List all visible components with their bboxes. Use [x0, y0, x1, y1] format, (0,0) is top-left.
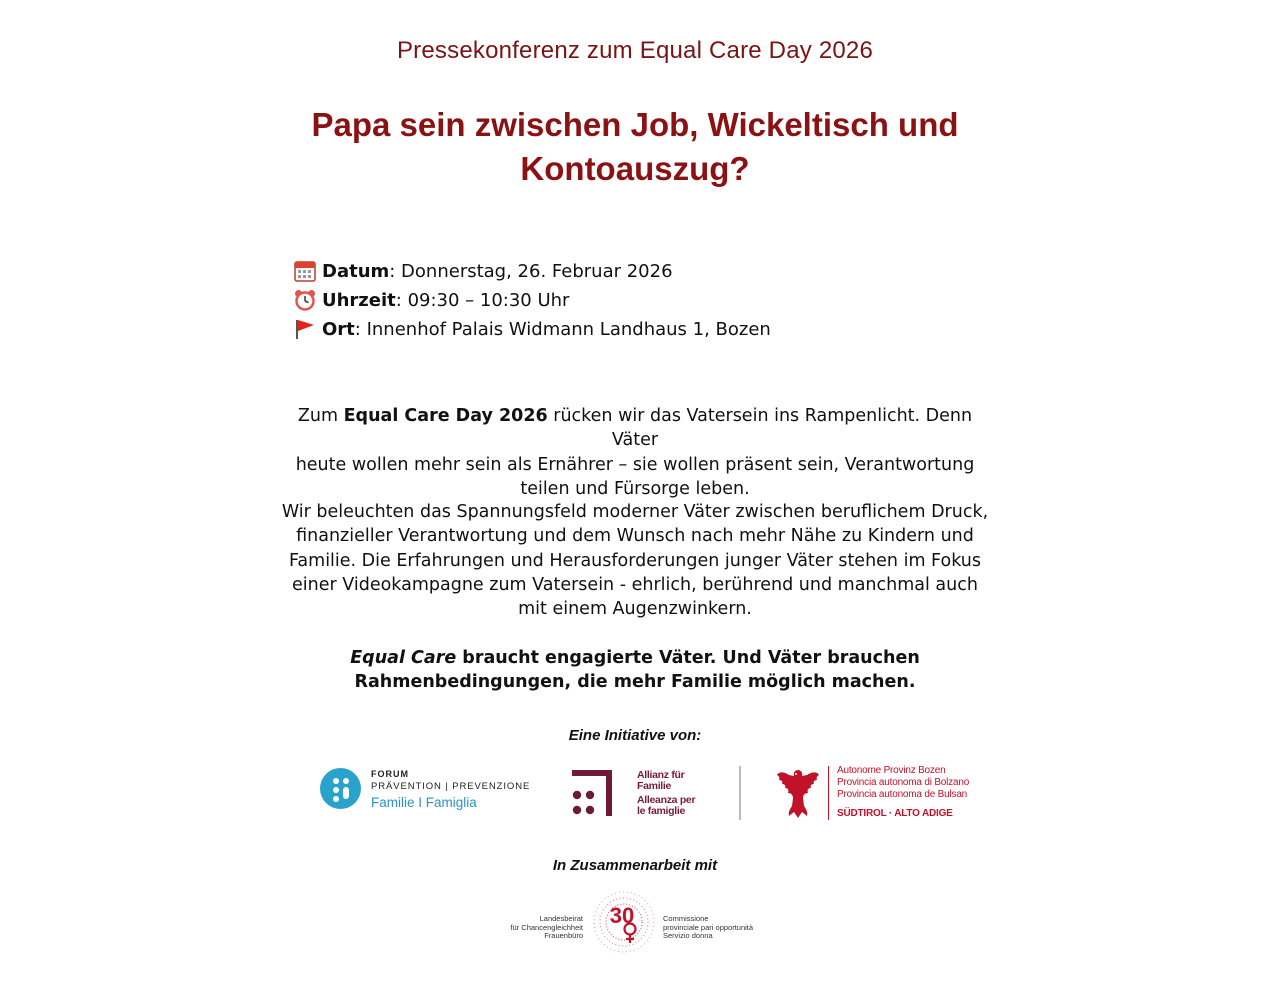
- p3-line1-rest: braucht engagierte Väter. Und Väter brauchen: [456, 648, 920, 668]
- p3-italic: Equal Care: [350, 648, 457, 668]
- p2-line: finanzieller Verantwortung und dem Wunsch nach mehr Nähe zu Kindern und: [296, 526, 974, 547]
- allianz-de-1: Allianz für: [637, 769, 685, 781]
- coop-right-2: provinciale pari opportunità: [663, 922, 754, 932]
- forum-logo-mark: [320, 768, 361, 809]
- forum-subtitle: PRÄVENTION | PREVENZIONE: [371, 781, 531, 792]
- coop-right-text: [663, 915, 753, 941]
- press-conference-kicker: Pressekonferenz zum Equal Care Day 2026: [396, 37, 874, 64]
- coop-left-2: für Chancengleichheit: [510, 922, 583, 932]
- intro-paragraph: [280, 404, 990, 501]
- coop-right-1: Commissione: [663, 914, 709, 923]
- p2-line: Familie. Die Erfahrungen und Herausforderungen junger Väter stehen im Fokus: [288, 550, 982, 571]
- page-title: [0, 103, 1270, 191]
- logo-divider: [739, 766, 741, 820]
- context-paragraph: [280, 500, 990, 621]
- p2-line: Wir beleuchten das Spannungsfeld moderner Väter zwischen beruflichem Druck,: [281, 502, 989, 522]
- forum-name: FORUM: [371, 769, 409, 779]
- p3-line2: Rahmenbedingungen, die mehr Familie möglich machen.: [354, 672, 916, 693]
- p1-pre: Zum: [297, 406, 344, 426]
- anniversary-30-emblem-icon: [589, 889, 659, 955]
- p1-bold: Equal Care Day 2026: [343, 406, 548, 426]
- p2-line: einer Videokampagne zum Vatersein - ehrlich, berührend und manchmal auch: [292, 574, 978, 595]
- time-label: Uhrzeit: [322, 290, 396, 311]
- date-label: Datum: [322, 261, 390, 282]
- allianz-fuer-familie-logo: [570, 768, 720, 820]
- date-row: [294, 260, 673, 284]
- coop-left-3: Frauenbüro: [544, 931, 583, 940]
- allianz-de-2: Familie: [637, 780, 672, 792]
- commission-equal-opportunities-logo: [505, 887, 760, 957]
- coop-left-text: [505, 915, 583, 941]
- forum-department: Familie I Famiglia: [371, 795, 477, 810]
- province-lad: Provincia autonoma de Bulsan: [837, 789, 968, 800]
- allianz-it-2: le famiglie: [637, 805, 686, 817]
- location-value: : Innenhof Palais Widmann Landhaus 1, Bozen: [354, 319, 771, 340]
- initiative-label: Eine Initiative von:: [568, 727, 702, 744]
- p1-line3: teilen und Fürsorge leben.: [520, 478, 750, 499]
- p1-line1-rest: rücken wir das Vatersein ins Rampenlicht. Denn Väter: [547, 406, 973, 451]
- eagle-coat-of-arms-icon: [775, 766, 821, 820]
- location-label: Ort: [322, 319, 355, 340]
- flag-icon: [294, 318, 316, 340]
- province-divider-line: [828, 766, 829, 820]
- calendar-icon: [294, 260, 316, 282]
- location-row: [294, 318, 771, 342]
- province-de: Autonome Provinz Bozen: [837, 765, 946, 776]
- anniversary-number: 30: [609, 903, 635, 928]
- forum-praevention-logo: [320, 768, 530, 814]
- coop-left-1: Landesbeirat: [539, 914, 583, 923]
- allianz-logo-mark: [570, 770, 614, 816]
- province-region: SÜDTIROL · ALTO ADIGE: [837, 808, 953, 819]
- title-line-2: Kontoauszug?: [520, 150, 750, 187]
- province-it: Provincia autonoma di Bolzano: [837, 777, 970, 788]
- province-bozen-logo: [775, 764, 990, 822]
- date-value: : Donnerstag, 26. Februar 2026: [389, 261, 673, 282]
- p2-line: mit einem Augenzwinkern.: [518, 599, 752, 620]
- closing-statement: [280, 646, 990, 695]
- alarm-clock-icon: [294, 289, 316, 311]
- cooperation-label: In Zusammenarbeit mit: [552, 857, 718, 874]
- coop-right-3: Servizio donna: [663, 931, 713, 940]
- p1-line2: heute wollen mehr sein als Ernährer – sie wollen präsent sein, Verantwortung: [295, 454, 975, 475]
- time-row: [294, 289, 569, 313]
- time-value: : 09:30 – 10:30 Uhr: [395, 290, 570, 311]
- allianz-it-1: Alleanza per: [637, 794, 696, 806]
- title-line-1: Papa sein zwischen Job, Wickeltisch und: [311, 106, 959, 143]
